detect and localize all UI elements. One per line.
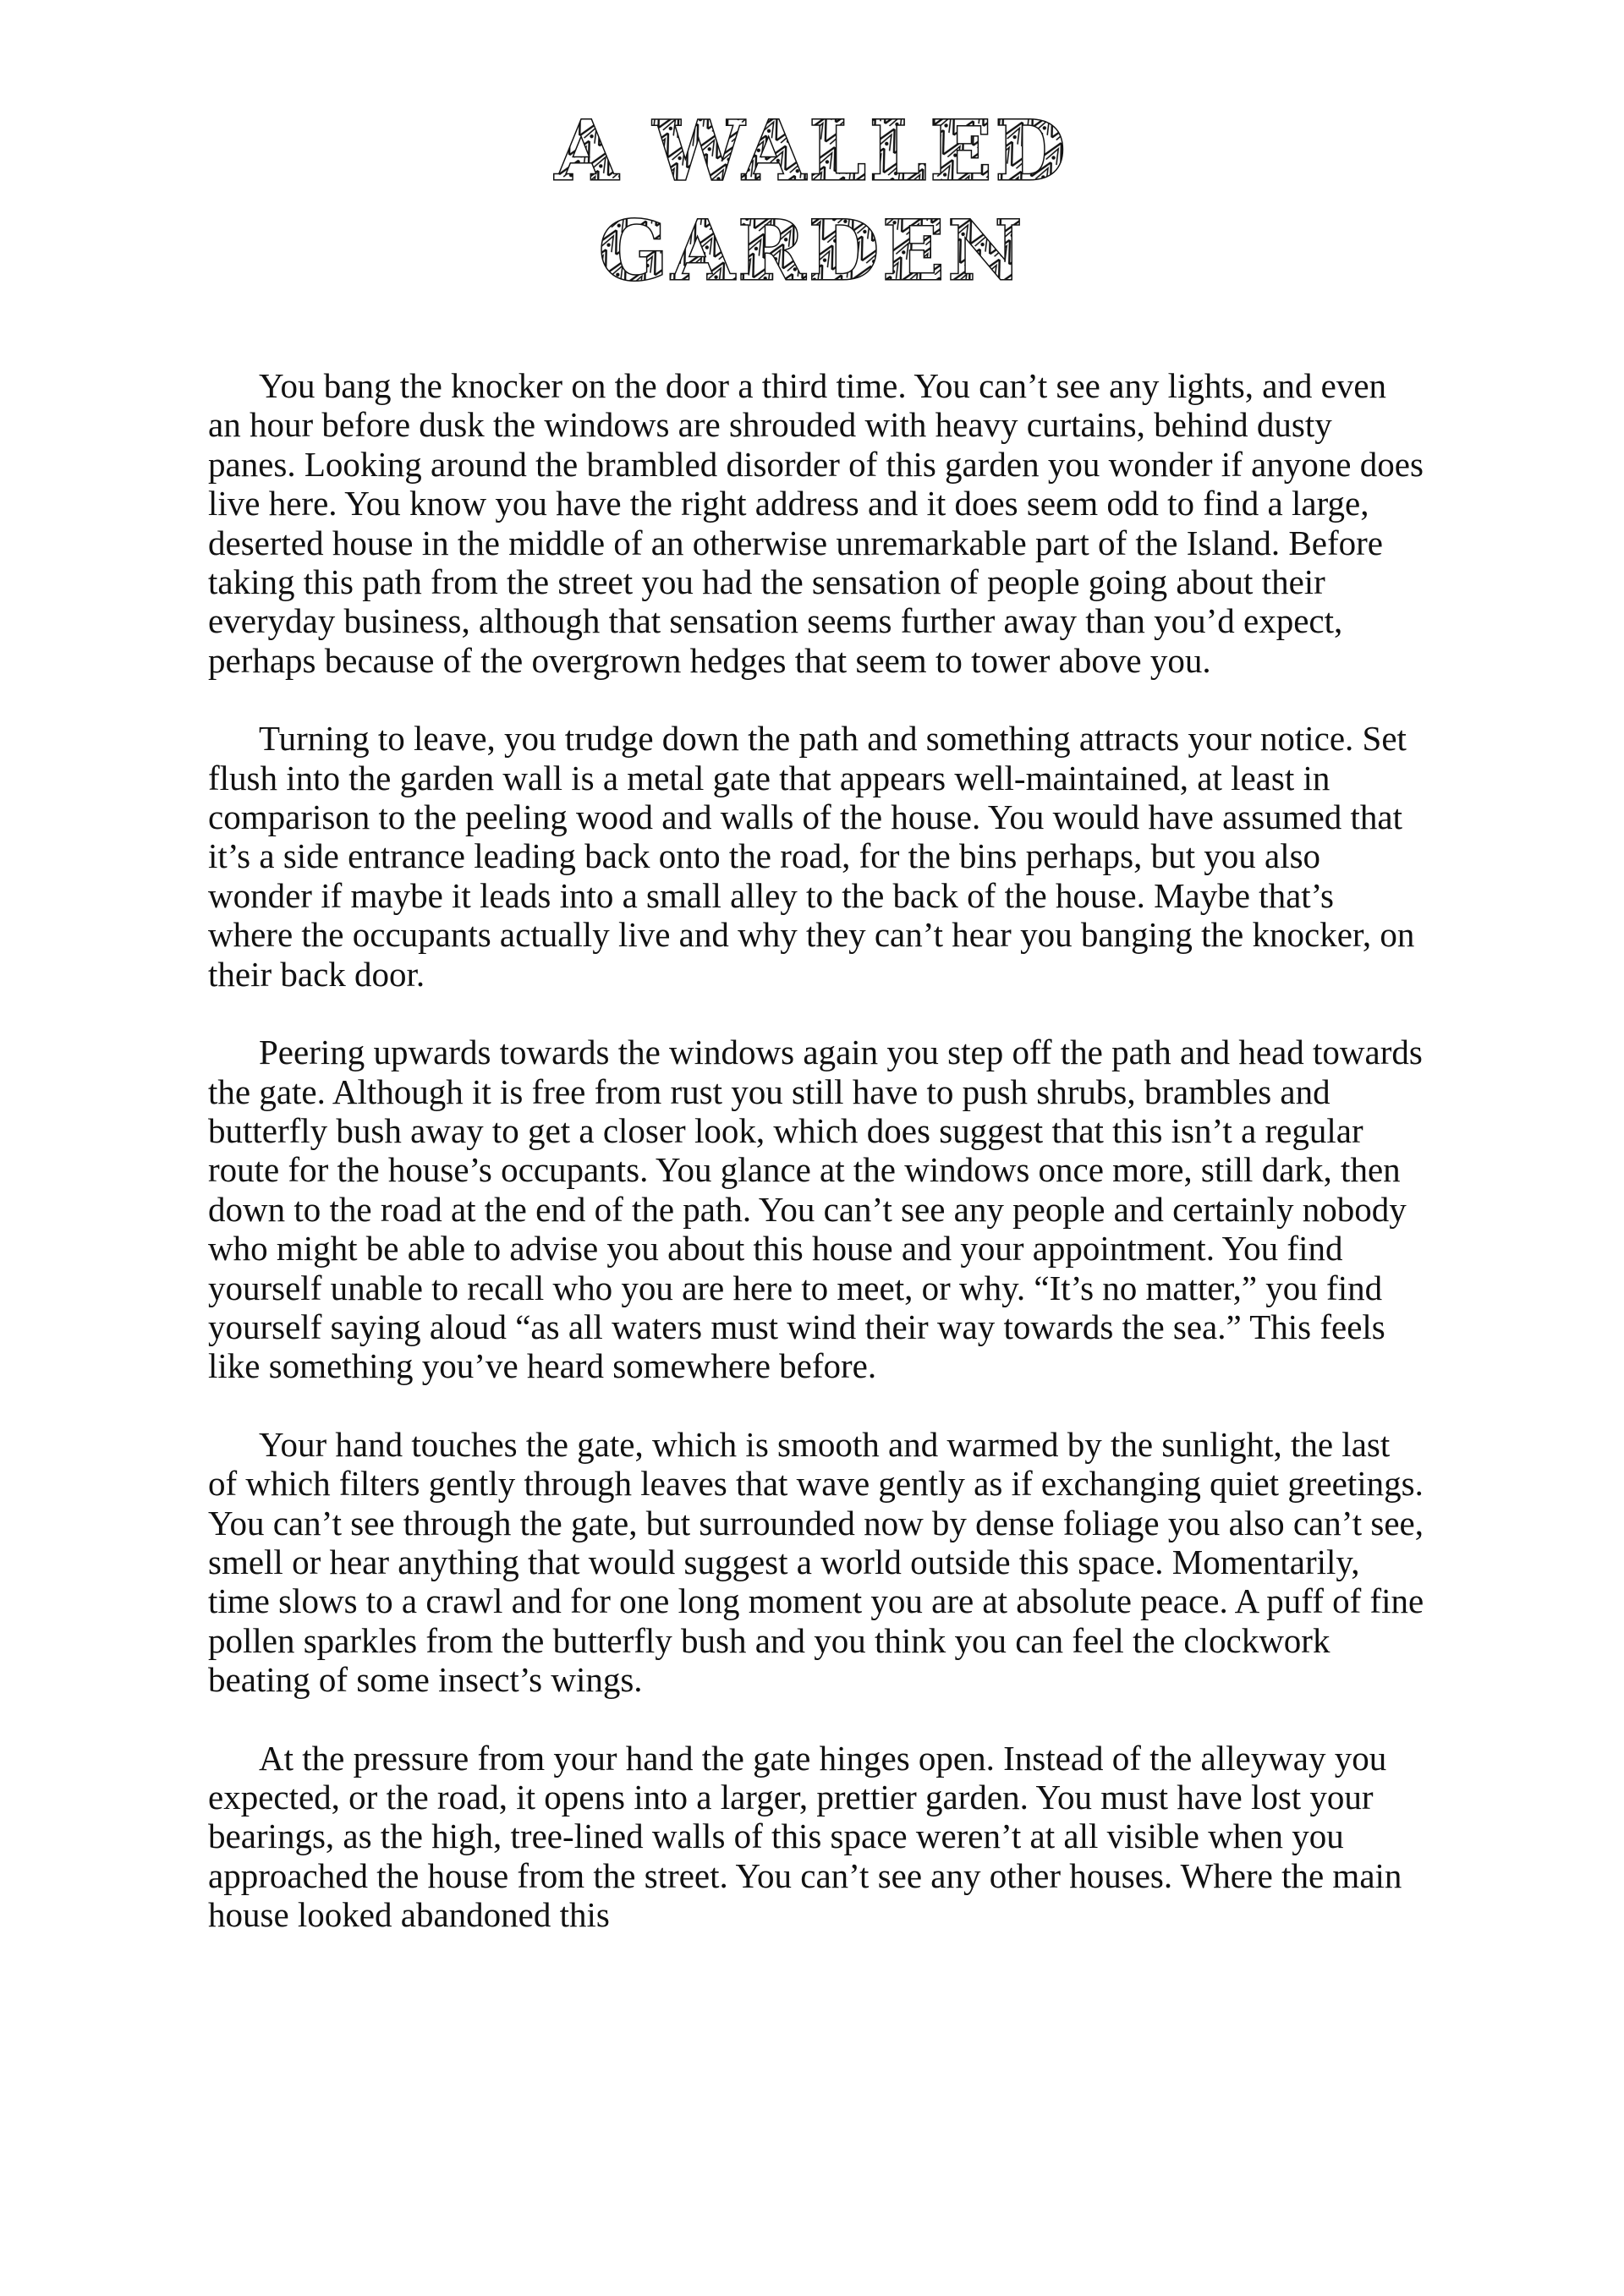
paragraph-5: At the pressure from your hand the gate hinges open. Instead of the alleyway you expected, or the road, it opens into a larger, prettier garden. You must have lost your bearings, as the high, tree-lined walls of this space weren’t at all visible when you approached the house from the street. You can’t see any other houses. Where the main house looked abandoned this bbox=[208, 1738, 1402, 1935]
paragraph-4: Your hand touches the gate, which is smooth and warmed by the sunlight, the last of which filters gently through leaves that wave gently as if exchanging quiet greetings. You can’t see through the gate, but surrounded now by dense foliage you also can’t see, smell or hear anything that would suggest a world outside this space. Momentarily, time slows to a crawl and for one long moment you are at absolute peace. A puff of fine pollen sparkles from the butterfly bush and you think you can feel the clockwork beating of some insect’s wings. bbox=[208, 1424, 1424, 1700]
page-title bbox=[0, 101, 1624, 299]
paragraph-2: Turning to leave, you trudge down the path and something attracts your notice. Set flush into the garden wall is a metal gate that appears well-maintained, at least in comparison to the peeling wood and walls of the house. You would have assumed that it’s a side entrance leading back onto the road, for the bins perhaps, but you also wonder if maybe it leads into a small alley to the back of the house. Maybe that’s where the occupants actually live and why they can’t hear you banging the knocker, on their back door. bbox=[208, 719, 1415, 994]
title-line-2: GARDEN bbox=[598, 203, 1026, 299]
title-line-1: A WALLED bbox=[555, 103, 1069, 199]
story-body bbox=[208, 366, 1426, 1974]
decorative-title-art bbox=[0, 101, 1624, 299]
paragraph-3: Peering upwards towards the windows again you step off the path and head towards the gate. Although it is free from rust you still have to push shrubs, brambles and butterfly bush away to get a closer look, which does suggest that this isn’t a regular route for the house’s occupants. You glance at the windows once more, still dark, then down to the road at the end of the path. You can’t see any people and certainly nobody who might be able to advise you about this house and your appointment. You find yourself unable to recall who you are here to meet, or why. “It’s no matter,” you find yourself saying aloud “as all waters must wind their way towards the sea.” This feels like something you’ve heard somewhere before. bbox=[208, 1033, 1423, 1386]
paragraph-1: You bang the knocker on the door a third time. You can’t see any lights, and even an hour before dusk the windows are shrouded with heavy curtains, behind dusty panes. Looking around the brambled disorder of this garden you wonder if anyone does live here. You know you have the right address and it does seem odd to find a large, deserted house in the middle of an otherwise unremarkable part of the Island. Before taking this path from the street you had the sensation of people going about their everyday business, although that sensation seems further away than you’d expect, perhaps because of the overgrown hedges that seem to tower above you. bbox=[208, 366, 1424, 680]
